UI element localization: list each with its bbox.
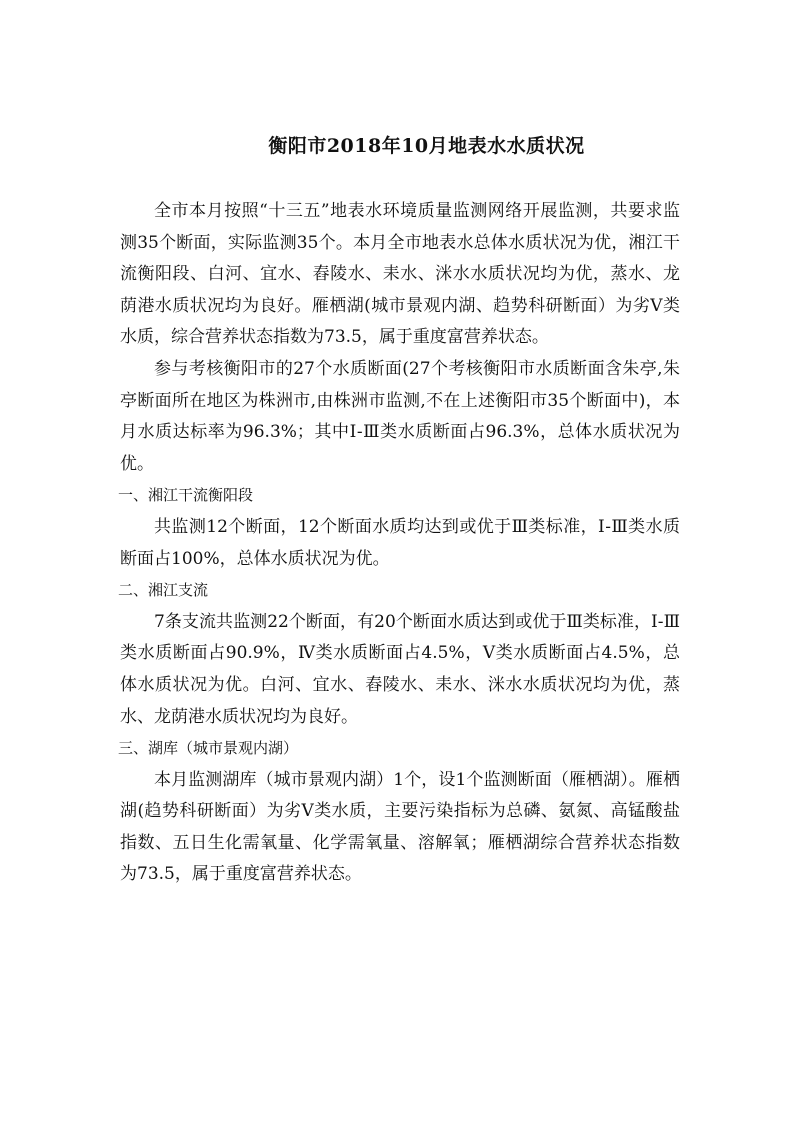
section-paragraph: 共监测12个断面，12个断面水质均达到或优于Ⅲ类标准，Ⅰ-Ⅲ类水质断面占100%，总体水质状况为优。	[120, 516, 680, 569]
section-paragraph: 本月监测湖库（城市景观内湖）1个，设1个监测断面（雁栖湖）。雁栖湖(趋势科研断面）为劣Ⅴ类水质，主要污染指标为总磷、氨氮、高锰酸盐指数、五日生化需氧量、化学需氧量、溶解氧；雁栖湖综合营养状态指数为73.5，属于重度富营养状态。	[120, 769, 680, 885]
intro-paragraph: 参与考核衡阳市的27个水质断面(27个考核衡阳市水质断面含朱亭,朱亭断面所在地区为株洲市,由株洲市监测,不在上述衡阳市35个断面中)，本月水质达标率为96.3%；其中Ⅰ-Ⅲ类水质断面占96.3%，总体水质状况为优。	[120, 358, 680, 474]
section-paragraph: 7条支流共监测22个断面，有20个断面水质达到或优于Ⅲ类标准，Ⅰ-Ⅲ类水质断面占90.9%，Ⅳ类水质断面占4.5%，Ⅴ类水质断面占4.5%，总体水质状况为优。白河、宜水、舂陵水、耒水、洣水水质状况均为优，蒸水、龙荫港水质状况均为良好。	[120, 611, 680, 727]
document-body	[120, 196, 680, 891]
section-heading: 一、湘江干流衡阳段	[118, 486, 254, 505]
section-heading: 三、湖库（城市景观内湖）	[118, 739, 299, 758]
document-title: 衡阳市2018年10月地表水水质状况	[268, 135, 585, 157]
section-heading: 二、湘江支流	[118, 581, 209, 600]
intro-paragraph: 全市本月按照“十三五”地表水环境质量监测网络开展监测，共要求监测35个断面，实际监测35个。本月全市地表水总体水质状况为优，湘江干流衡阳段、白河、宜水、舂陵水、耒水、洣水水质状况均为优，蒸水、龙荫港水质状况均为良好。雁栖湖(城市景观内湖、趋势科研断面）为劣Ⅴ类水质，综合营养状态指数为73.5，属于重度富营养状态。	[120, 201, 680, 348]
